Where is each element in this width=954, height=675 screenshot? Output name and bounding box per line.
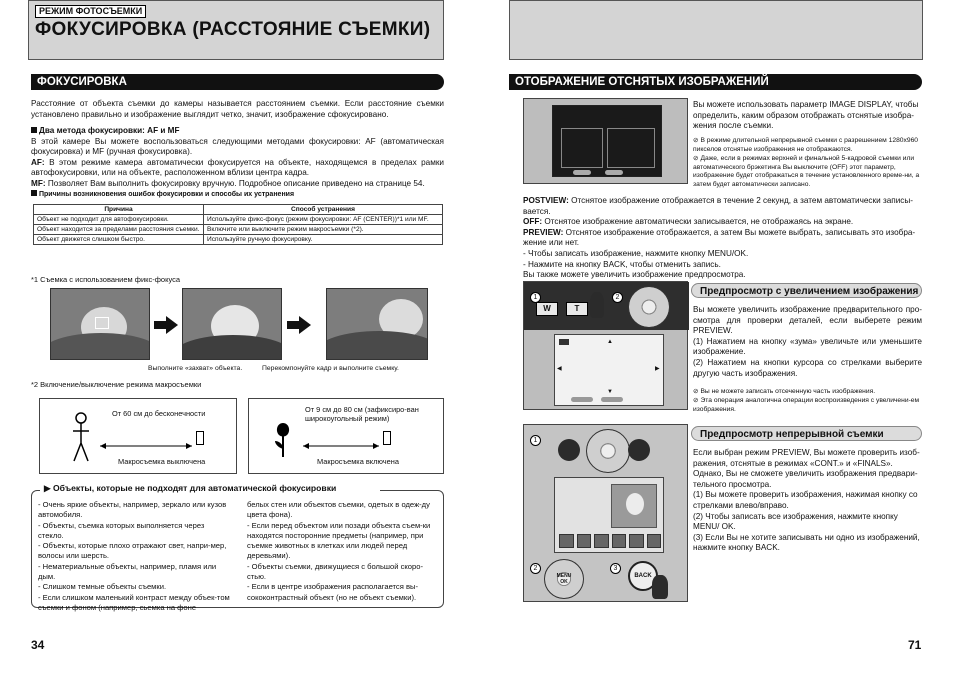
table-row bbox=[34, 225, 443, 235]
macro-off-label: Макросъемка выключена bbox=[118, 457, 206, 466]
distance-arrow bbox=[301, 437, 381, 445]
zoom-preview-title: Предпросмотр с увеличением изображения bbox=[691, 283, 922, 298]
section-title-display: ОТОБРАЖЕНИЕ ОТСНЯТЫХ ИЗОБРАЖЕНИЙ bbox=[509, 74, 922, 90]
triangle-bullet-icon: ▶ bbox=[44, 483, 53, 493]
paragraph: Однако, Вы не сможете увеличить изображения предвари-тельного просмотра. bbox=[693, 469, 918, 489]
frame-thumb bbox=[594, 534, 609, 548]
frame-strip bbox=[559, 534, 661, 548]
frame-thumb bbox=[559, 534, 574, 548]
paragraph: (2) Нажатием на кнопки курсора со стрелками выберите другую часть изображения. bbox=[693, 357, 922, 378]
frame-thumb bbox=[612, 534, 627, 548]
photo-background-shape bbox=[326, 331, 428, 360]
menu-panel bbox=[561, 128, 603, 168]
back-button[interactable]: BACK bbox=[628, 561, 658, 591]
table-header-row bbox=[34, 205, 443, 215]
mf-label: MF: bbox=[31, 178, 46, 188]
methods-heading: Два метода фокусировки: AF и MF bbox=[39, 126, 180, 135]
step-1-marker bbox=[530, 429, 541, 447]
list-item: - Если слишком маленький контраст между объек-том съемки и фоном (например, сьемка на фоне bbox=[38, 592, 230, 612]
zoom-note-b bbox=[693, 397, 922, 414]
list-item: - Нажмите на кнопку BACK, чтобы отменить запись. bbox=[523, 259, 721, 269]
note-fixed-focus: *1 Съемка с использованием фикс-фокуса bbox=[31, 275, 181, 284]
table-row bbox=[34, 215, 443, 225]
menu-button-shape bbox=[605, 170, 623, 175]
arrow-right-icon bbox=[299, 316, 311, 334]
preview-label: PREVIEW: bbox=[523, 227, 564, 237]
photo-caption-recompose: Перекомпонуйте кадр и выполните съемку. bbox=[262, 365, 399, 372]
postview-text: Отснятое изображение отображается в течение 2 секунд, а затем автоматически записы-вается. bbox=[523, 196, 913, 216]
table-cell: Включите или выключите режим макросъемки (*2). bbox=[204, 225, 443, 235]
step-number: 3 bbox=[610, 563, 621, 574]
causes-table bbox=[33, 204, 443, 245]
af-label: AF: bbox=[31, 157, 45, 167]
macro-off-range: От 60 см до бесконечности bbox=[112, 409, 206, 418]
paragraph: (3) Если Вы не хотите записывать ни одно из изображений, нажмите кнопку BACK. bbox=[693, 532, 920, 553]
list-item: - Если перед объектом или позади объекта съем-ки находятся посторонние предметы (например, при съемке животных в клетках или людей перед деревьями). bbox=[247, 520, 431, 561]
intro-paragraph: Расстояние от объекта съемки до камеры называется расстоянием съемки. Если расстояние съемки установлено правильно и изображение выглядит четко, значит, изображение сфокусировано. bbox=[31, 99, 444, 119]
macro-on-range: От 9 см до 80 см (зафиксиро-ван широкоугольный режим) bbox=[305, 405, 419, 423]
zoom-note-a bbox=[693, 388, 922, 397]
arrow-stem bbox=[154, 321, 166, 329]
finger-icon bbox=[590, 292, 604, 318]
table-header-solution: Способ устранения bbox=[204, 205, 443, 215]
arrow-right-icon bbox=[166, 316, 178, 334]
table-row bbox=[34, 235, 443, 245]
zoom-w-button[interactable]: W bbox=[536, 302, 558, 316]
page-number-left: 34 bbox=[31, 638, 45, 652]
menu-button-shape bbox=[573, 170, 591, 175]
menu-ok-button[interactable]: MENU OK bbox=[556, 573, 572, 585]
distance-arrow bbox=[98, 437, 194, 445]
display-intro: Вы можете использовать параметр IMAGE DISPLAY, чтобы определить, каким образом отображать отснятые изобра-жения после съемки. bbox=[693, 100, 919, 131]
square-bullet-icon bbox=[31, 127, 37, 133]
menu-button-shape bbox=[571, 397, 593, 402]
display-note-b-text: Даже, если в режимах верхней и финальной 5-кадровой съемки или автоматического брэкетинга Вы выключите (OFF) этот параметр, изображение будет отображаться в течение установленного време-ни, а затем будет автоматически записано. bbox=[693, 155, 920, 188]
unsuitable-title bbox=[40, 483, 380, 494]
macro-on-label: Макросъемка включена bbox=[317, 457, 399, 466]
zoom-note-a-text: Вы не можете записать отсеченную часть изображения. bbox=[700, 388, 876, 395]
zoom-preview-text bbox=[693, 305, 922, 379]
arrow-stem bbox=[287, 321, 299, 329]
methods-text: В этой камере Вы можете воспользоваться следующими методами фокусировки: AF (автоматическая фокусировка) и MF (ручная фокусировка). bbox=[31, 136, 444, 157]
note-icon: ⊘ bbox=[693, 137, 701, 144]
paragraph: (1) Нажатием на кнопку «зума» увеличьте или уменьшите изображение. bbox=[693, 336, 922, 357]
off-text: Отснятое изображение автоматически записывается, не отображаясь на экране. bbox=[544, 217, 854, 227]
focus-frame-icon bbox=[95, 317, 109, 329]
zoom-illustration bbox=[523, 281, 688, 410]
step-2-marker bbox=[530, 557, 541, 575]
photo-background-shape bbox=[50, 333, 150, 360]
flower-icon bbox=[271, 419, 295, 459]
causes-heading-row bbox=[31, 190, 444, 199]
list-item: - Нематериальные объекты, например, пламя или дым. bbox=[38, 561, 217, 582]
photo-background-shape bbox=[182, 335, 282, 360]
list-item: - Объекты, съемка которых выполняется через стекло. bbox=[38, 520, 205, 540]
preview-text: Отснятое изображение отображается, а затем Вы можете выбрать, записывать это изобра-жение или нет. bbox=[523, 227, 916, 248]
continuous-preview-text bbox=[693, 448, 922, 554]
step-number: 2 bbox=[530, 563, 541, 574]
zoom-t-button[interactable]: T bbox=[566, 302, 588, 316]
paragraph: Если выбран режим PREVIEW, Вы можете проверить изоб-ражения, отснятые в режимах «CONT.» и «FINALS». bbox=[693, 448, 920, 468]
menu-button-shape bbox=[601, 397, 623, 402]
step-2-marker bbox=[612, 286, 623, 304]
list-item: Вы также можете увеличить изображение предпросмотра. bbox=[523, 270, 746, 280]
note-icon: ⊘ bbox=[693, 397, 701, 404]
page-number-right: 71 bbox=[908, 638, 922, 652]
finger-icon bbox=[558, 439, 580, 461]
unsuitable-column-2 bbox=[247, 500, 439, 603]
camera-icon bbox=[383, 431, 391, 445]
note-macro: *2 Включение/выключение режима макросъемки bbox=[31, 380, 202, 389]
display-note-a bbox=[693, 137, 922, 154]
scroll-left-icon: ◀ bbox=[557, 366, 562, 372]
section-title-focusing: ФОКУСИРОВКА bbox=[31, 74, 444, 90]
macro-on-frame bbox=[248, 398, 444, 474]
display-options bbox=[523, 196, 922, 281]
table-header-cause: Причина bbox=[34, 205, 204, 215]
paragraph: (1) Вы можете проверить изображения, нажимая кнопку со стрелками влево/вправо. bbox=[693, 490, 918, 510]
cursor-dpad[interactable] bbox=[628, 286, 670, 328]
macro-off-frame bbox=[39, 398, 237, 474]
list-item: - Слишком темные объекты съемки. bbox=[38, 582, 167, 592]
step-number: 1 bbox=[530, 435, 541, 446]
step-number: 2 bbox=[612, 292, 623, 303]
note-icon: ⊘ bbox=[693, 388, 701, 395]
right-header-box bbox=[509, 0, 923, 60]
paragraph: (2) Чтобы записать все изображения, нажмите кнопку MENU/ OK. bbox=[693, 511, 898, 532]
list-item: - Объекты, которые плохо отражают свет, напри-мер, волосы или шерсть. bbox=[38, 541, 227, 561]
zoom-indicator-icon bbox=[559, 339, 569, 345]
table-cell: Используйте фикс-фокус (режим фокусировки: AF (CENTER))*1 или MF. bbox=[204, 215, 443, 225]
preview-thumbnail bbox=[611, 484, 657, 528]
finger-icon bbox=[652, 575, 668, 599]
step-3-marker bbox=[610, 557, 621, 575]
frame-thumb bbox=[647, 534, 662, 548]
photo-caption-capture: Выполните «захват» объекта. bbox=[148, 365, 243, 372]
list-item: - Очень яркие объекты, например, зеркало или кузов автомобиля. bbox=[38, 500, 227, 520]
paragraph: Вы можете увеличить изображение предварительного про-смотра для проверки деталей, если выберете режим PREVIEW. bbox=[693, 305, 922, 336]
mf-text: Позволяет Вам выполнить фокусировку вручную. Подробное описание приведено на странице 54. bbox=[47, 178, 425, 188]
causes-heading: Причины возникновения ошибок фокусировки и способы их устранения bbox=[39, 191, 295, 198]
continuous-preview-title: Предпросмотр непрерывной съемки bbox=[691, 426, 922, 441]
menu-screen-illustration bbox=[523, 98, 688, 184]
square-bullet-icon bbox=[31, 190, 37, 196]
display-note-a-text: В режиме длительной непрерывной съемки с разрешением 1280x960 пикселов отснятые изображения не отображаются. bbox=[693, 137, 919, 153]
frame-thumb bbox=[577, 534, 592, 548]
page-title: ФОКУСИРОВКА (РАССТОЯНИЕ СЪЕМКИ) bbox=[35, 19, 431, 40]
table-cell: Объект не подходит для автофокусировки. bbox=[34, 215, 204, 225]
portrait-face-shape bbox=[626, 493, 644, 515]
photo-half-press bbox=[182, 288, 282, 360]
scroll-right-icon: ▶ bbox=[655, 366, 660, 372]
left-header-box bbox=[28, 0, 444, 60]
table-cell: Используйте ручную фокусировку. bbox=[204, 235, 443, 245]
off-label: OFF: bbox=[523, 217, 543, 227]
scroll-up-icon: ▲ bbox=[607, 339, 613, 345]
category-label: РЕЖИМ ФОТОСЪЕМКИ bbox=[35, 5, 146, 18]
display-note-b bbox=[693, 155, 922, 189]
methods-block bbox=[31, 126, 444, 190]
postview-label: POSTVIEW: bbox=[523, 196, 569, 205]
zoom-note-b-text: Эта операция аналогична операции воспроизведения с увеличени-ем изображения. bbox=[693, 397, 920, 413]
continuous-illustration bbox=[523, 424, 688, 602]
unsuitable-title-text: Объекты, которые не подходят для автоматической фокусировки bbox=[53, 483, 337, 493]
step-number: 1 bbox=[530, 292, 541, 303]
lcd-screen bbox=[552, 105, 662, 177]
af-text: В этом режиме камера автоматически фокусируется на объекте, находящемся в пределах рамки автофокусировки, или на объекте, расположенном вблизи центра кадра. bbox=[31, 157, 444, 178]
person-icon bbox=[70, 411, 92, 463]
list-item: - Если в центре изображения располагается вы-сококонтрастный объект (но не объект съемки). bbox=[247, 582, 418, 602]
list-item: - Чтобы записать изображение, нажмите кнопку MENU/OK. bbox=[523, 248, 749, 258]
cursor-dpad[interactable] bbox=[586, 429, 630, 473]
frame-thumb bbox=[629, 534, 644, 548]
list-item: белых стен или объектов съемки, одетых в одеж-ду цвета фона). bbox=[247, 500, 430, 520]
lcd-screen bbox=[554, 477, 664, 553]
note-icon: ⊘ bbox=[693, 155, 701, 162]
table-cell: Объект движется слишком быстро. bbox=[34, 235, 204, 245]
finger-icon bbox=[628, 439, 650, 461]
table-cell: Объект находится за пределами расстояния съемки. bbox=[34, 225, 204, 235]
photo-capture-subject bbox=[50, 288, 150, 360]
list-item: - Объекты съемки, движущиеся с большой скоро-стью. bbox=[247, 561, 424, 582]
unsuitable-column-1 bbox=[38, 500, 230, 613]
scroll-down-icon: ▼ bbox=[607, 389, 613, 395]
menu-panel bbox=[607, 128, 655, 168]
camera-icon bbox=[196, 431, 204, 445]
photo-recompose bbox=[326, 288, 428, 360]
lcd-screen bbox=[554, 334, 664, 406]
